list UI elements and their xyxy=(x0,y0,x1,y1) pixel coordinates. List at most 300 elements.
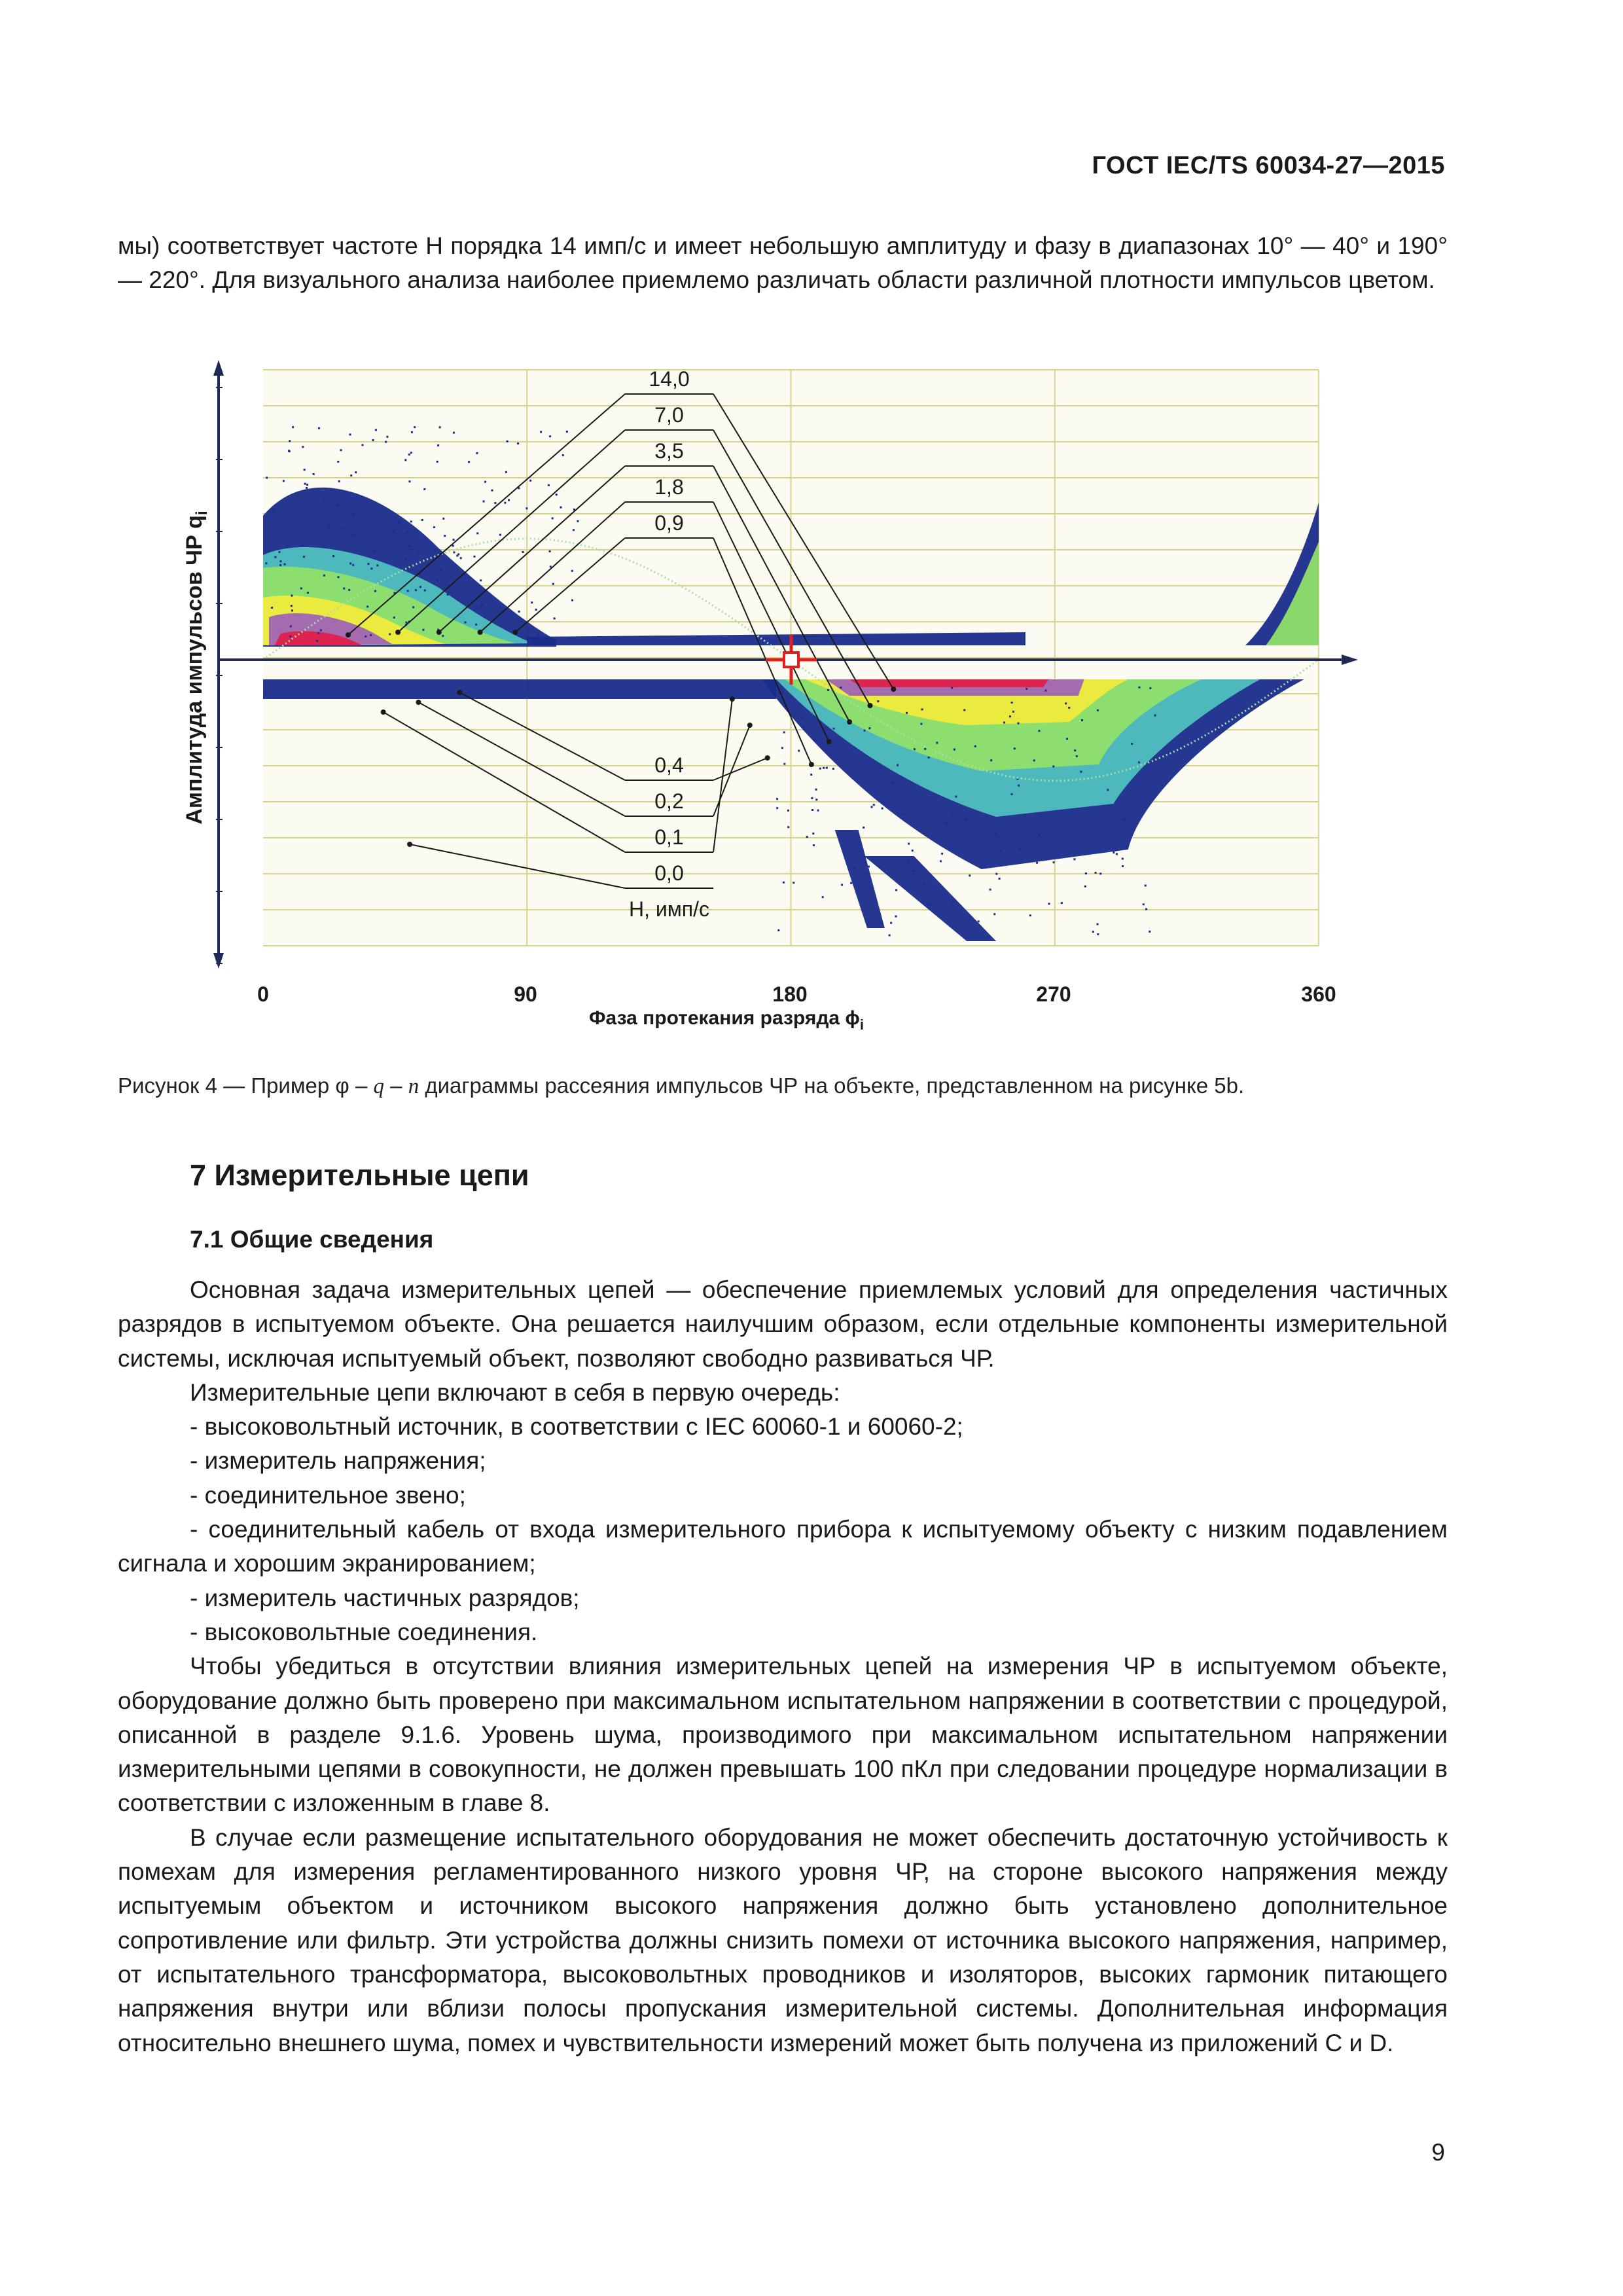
scatter-dot xyxy=(372,439,374,441)
scatter-dot xyxy=(889,934,891,936)
scatter-dot xyxy=(781,692,783,694)
scatter-dot xyxy=(1066,738,1068,740)
scatter-dot xyxy=(480,579,482,581)
scatter-dot xyxy=(526,507,527,509)
list-item: - соединительный кабель от входа измерительного прибора к испытуемому объекту с низким подавлением сигнала и хорошим экранированием; xyxy=(118,1516,1448,1577)
scatter-dot xyxy=(323,498,325,500)
scatter-dot xyxy=(1029,914,1031,916)
scatter-dot xyxy=(1000,850,1002,852)
scatter-dot xyxy=(868,727,870,729)
scatter-dot xyxy=(1012,711,1014,713)
scatter-dot xyxy=(812,833,814,834)
scatter-dot xyxy=(291,609,293,611)
scatter-dot xyxy=(389,633,391,635)
scatter-dot xyxy=(1045,859,1047,861)
scatter-dot xyxy=(1036,862,1038,864)
scatter-dot xyxy=(1145,885,1147,887)
list-item: - высоковольтный источник, в соответствии с IEC 60060-1 и 60060-2; xyxy=(190,1413,963,1441)
scatter-dot xyxy=(522,551,524,553)
scatter-dot xyxy=(355,471,357,473)
scatter-dot xyxy=(1061,902,1063,904)
scatter-dot xyxy=(1116,853,1118,855)
scatter-dot xyxy=(1074,749,1076,751)
scatter-dot xyxy=(1010,793,1012,795)
scatter-dot xyxy=(952,814,954,816)
scatter-dot xyxy=(822,896,824,898)
scatter-dot xyxy=(781,747,783,749)
scatter-dot xyxy=(442,635,444,637)
scatter-dot xyxy=(815,798,817,800)
x-tick-90: 90 xyxy=(514,982,537,1006)
list-item: - высоковольтные соединения. xyxy=(190,1618,538,1645)
scatter-dot xyxy=(370,634,372,636)
scatter-dot xyxy=(1048,903,1050,905)
scatter-dot xyxy=(452,545,454,547)
scatter-dot xyxy=(1038,834,1040,836)
scatter-dot xyxy=(895,916,897,918)
scatter-dot xyxy=(273,511,275,512)
scatter-dot xyxy=(353,535,355,537)
scatter-dot xyxy=(343,588,345,590)
scatter-dot xyxy=(810,774,812,776)
scatter-dot xyxy=(808,722,810,724)
scatter-dot xyxy=(955,796,957,798)
scatter-dot xyxy=(1149,931,1150,933)
scatter-dot xyxy=(951,687,953,689)
scatter-dot xyxy=(265,562,267,564)
scatter-dot xyxy=(901,813,903,815)
scatter-dot xyxy=(505,471,507,473)
scatter-dot xyxy=(460,557,462,559)
scatter-dot xyxy=(423,488,425,490)
leader-dot xyxy=(416,700,421,705)
scatter-dot xyxy=(1080,771,1082,773)
scatter-dot xyxy=(419,586,421,588)
scatter-dot xyxy=(776,798,778,800)
scatter-dot xyxy=(969,874,971,876)
paragraph: В случае если размещение испытательного оборудования не может обеспечить достаточную устойчивость к помехам для измерения регламентированного низкого уровня ЧР, на стороне высокого напряжения между испытуемым объектом и источником высокого напряжения должно быть установлено дополнительное сопротивление или фильтр. Эти устройства должны снизить помехи от источника высокого напряжения, например, от испытательного трансформатора, высоковольтных проводников и изоляторов, высоких гармоник питающего напряжения внутри или вблизи полосы пропускания измерительной системы. Дополнительная информация относительно внешнего шума, помех и чувствительности измерений может быть получена из приложений C и D. xyxy=(118,1823,1448,2056)
scatter-dot xyxy=(365,636,366,637)
scatter-dot xyxy=(1053,861,1055,863)
scatter-dot xyxy=(410,452,412,454)
scatter-dot xyxy=(853,867,855,869)
paragraph: Основная задача измерительных цепей — обеспечение приемлемых условий для определения частичных разрядов в испытуемом объекте. Она решается наилучшим образом, если отдельные компоненты измерительной системы, исключая испытуемый объект, позволяют свободно развиваться ЧР. xyxy=(118,1276,1448,1372)
density-label-top-1: 7,0 xyxy=(654,403,684,427)
scatter-dot xyxy=(840,687,842,689)
scatter-dot xyxy=(1033,759,1035,761)
scatter-dot xyxy=(425,544,427,546)
scatter-dot xyxy=(863,730,865,732)
scatter-dot xyxy=(803,726,805,728)
scatter-dot xyxy=(1131,743,1133,745)
scatter-dot xyxy=(342,528,344,529)
scatter-dot xyxy=(940,860,942,862)
scatter-dot xyxy=(491,490,493,492)
scatter-dot xyxy=(352,564,354,566)
scatter-dot xyxy=(439,426,441,428)
scatter-dot xyxy=(291,595,293,597)
scatter-dot xyxy=(1154,715,1156,717)
scatter-dot xyxy=(408,454,410,456)
scatter-dot xyxy=(995,833,997,834)
scatter-dot xyxy=(408,545,410,547)
scatter-dot xyxy=(266,476,268,478)
scatter-dot xyxy=(777,929,779,931)
scatter-dot xyxy=(912,870,914,872)
scatter-dot xyxy=(841,884,843,886)
scatter-dot xyxy=(1052,766,1054,768)
scatter-dot xyxy=(504,502,506,504)
scatter-dot xyxy=(288,450,290,452)
scatter-dot xyxy=(465,622,467,624)
scatter-dot xyxy=(566,431,568,433)
scatter-dot xyxy=(941,853,943,855)
scatter-dot xyxy=(549,435,551,437)
leader-dot xyxy=(395,630,401,635)
page-number: 9 xyxy=(1431,2139,1445,2166)
noise-band-negative xyxy=(263,679,776,699)
scatter-dot xyxy=(274,556,276,558)
scatter-dot xyxy=(374,550,376,552)
leader-dot xyxy=(437,630,442,635)
scatter-dot xyxy=(279,560,281,562)
scatter-dot xyxy=(1138,761,1140,763)
scatter-dot xyxy=(1123,818,1125,820)
y-axis-arrow-bottom xyxy=(213,953,224,969)
scatter-dot xyxy=(338,576,340,578)
scatter-dot xyxy=(873,804,875,806)
leader-dot xyxy=(891,687,896,692)
scatter-dot xyxy=(453,539,455,541)
density-label-top-0: 14,0 xyxy=(649,367,690,391)
scatter-dot xyxy=(484,481,486,483)
intro-paragraph: мы) соответствует частоте H порядка 14 имп/с и имеет небольшую амплитуду и фазу в диапазонах 10° — 40° и 190° — 220°. Для визуального анализа наиболее приемлемо различать области различной плотности импульсов цветом. xyxy=(118,232,1448,293)
density-label-bottom-2: 0,1 xyxy=(654,825,684,849)
scatter-dot xyxy=(421,519,423,521)
leader-dot xyxy=(809,762,814,767)
scatter-dot xyxy=(1009,715,1011,717)
scatter-dot xyxy=(927,903,929,905)
scatter-dot xyxy=(302,544,304,546)
scatter-dot xyxy=(813,739,815,741)
scatter-dot xyxy=(1143,903,1145,905)
scatter-dot xyxy=(1145,908,1147,910)
leader-dot xyxy=(765,755,770,761)
scatter-dot xyxy=(815,789,817,791)
scatter-dot xyxy=(1038,730,1040,732)
leader-dot xyxy=(512,630,518,635)
scatter-dot xyxy=(924,748,926,750)
scatter-dot xyxy=(375,429,377,431)
scatter-dot xyxy=(370,567,372,569)
scatter-dot xyxy=(1065,702,1067,704)
scatter-dot xyxy=(877,700,879,702)
scatter-dot xyxy=(303,556,305,558)
scatter-dot xyxy=(890,922,892,924)
scatter-dot xyxy=(990,889,991,891)
scatter-dot xyxy=(468,461,470,463)
leader-dot xyxy=(478,630,483,635)
scatter-dot xyxy=(476,607,478,609)
scatter-dot xyxy=(393,617,395,619)
scatter-dot xyxy=(930,810,932,812)
scatter-dot xyxy=(871,806,873,808)
scatter-dot xyxy=(411,431,413,433)
scatter-dot xyxy=(1113,852,1115,853)
scatter-dot xyxy=(868,922,870,924)
scatter-dot xyxy=(317,632,319,634)
scatter-dot xyxy=(1149,687,1151,689)
scatter-dot xyxy=(1026,688,1027,690)
paragraph: Измерительные цепи включают в себя в первую очередь: xyxy=(190,1378,840,1406)
scatter-dot xyxy=(352,514,354,516)
leader-dot xyxy=(730,696,735,702)
scatter-dot xyxy=(537,634,539,636)
scatter-dot xyxy=(289,636,291,637)
scatter-dot xyxy=(1011,702,1013,704)
scatter-dot xyxy=(483,501,485,503)
scatter-dot xyxy=(787,810,789,812)
leader-dot xyxy=(867,703,872,708)
scatter-dot xyxy=(507,440,508,442)
scatter-dot xyxy=(405,622,407,624)
scatter-dot xyxy=(549,550,551,552)
scatter-dot xyxy=(518,611,520,613)
scatter-dot xyxy=(476,532,478,534)
scatter-dot xyxy=(406,531,408,533)
scatter-dot xyxy=(921,708,923,710)
scatter-dot xyxy=(306,484,308,486)
scatter-dot xyxy=(783,763,785,765)
density-label-bottom-1: 0,2 xyxy=(654,789,684,813)
scatter-dot xyxy=(817,810,819,812)
scatter-dot xyxy=(571,600,573,601)
scatter-dot xyxy=(868,866,870,868)
scatter-dot xyxy=(393,530,395,532)
subsection-heading: 7.1 Общие сведения xyxy=(190,1226,434,1253)
y-axis-arrow-top xyxy=(213,360,224,376)
scatter-dot xyxy=(1018,785,1020,787)
section-heading: 7 Измерительные цепи xyxy=(190,1158,529,1192)
scatter-dot xyxy=(813,844,815,846)
list-item: - измеритель частичных разрядов; xyxy=(190,1584,580,1611)
scatter-dot xyxy=(1092,931,1094,933)
scatter-dot xyxy=(556,493,558,495)
y-axis-label: Амплитуда импульсов ЧР $q_i$ xyxy=(182,511,211,825)
scatter-dot xyxy=(302,446,304,448)
x-axis-label: Фаза протекания разряда $\phi_i$ xyxy=(588,1007,865,1033)
scatter-dot xyxy=(793,882,794,884)
document-code-header: ГОСТ IEC/TS 60034-27—2015 xyxy=(1092,152,1445,179)
scatter-dot xyxy=(1068,707,1070,709)
leader-dot xyxy=(407,842,412,847)
scatter-dot xyxy=(806,836,808,838)
list-item: - измеритель напряжения; xyxy=(190,1447,486,1475)
scatter-dot xyxy=(407,590,409,592)
scatter-dot xyxy=(908,843,910,845)
x-tick-0: 0 xyxy=(257,982,269,1006)
scatter-dot xyxy=(499,534,501,536)
paragraph: Чтобы убедиться в отсутствии влияния измерительных цепей на измерения ЧР в испытуемом объекте, оборудование должно быть проверено при максимальном испытательном напряжении в соответствии с процедурой, описанной в разделе 9.1.6. Уровень шума, производимого при максимальном испытательном напряжении измерительными цепями в совокупности, не должен превышать 100 пКл при следовании процедуре нормализации в соответствии с изложенным в главе 8. xyxy=(118,1653,1448,1817)
scatter-dot xyxy=(433,526,435,528)
scatter-dot xyxy=(437,444,439,446)
density-label-bottom-3: 0,0 xyxy=(654,861,684,885)
scatter-dot xyxy=(368,563,370,565)
scatter-dot xyxy=(990,759,992,761)
scatter-dot xyxy=(787,826,789,828)
scatter-dot xyxy=(552,517,554,519)
y-axis-label-subscript: i xyxy=(193,511,211,516)
leader-dot xyxy=(346,632,351,637)
scatter-dot xyxy=(540,431,542,433)
scatter-dot xyxy=(811,797,813,799)
scatter-dot xyxy=(1122,865,1124,867)
density-label-top-3: 1,8 xyxy=(654,475,684,499)
scatter-dot xyxy=(812,809,813,811)
scatter-dot xyxy=(548,484,550,486)
scatter-dot xyxy=(304,469,306,471)
scatter-dot xyxy=(529,480,531,482)
scatter-dot xyxy=(414,426,416,428)
scatter-dot xyxy=(337,461,339,463)
x-tick-360: 360 xyxy=(1301,982,1336,1006)
scatter-dot xyxy=(776,807,778,809)
density-unit-label: H, имп/с xyxy=(629,897,709,921)
x-tick-labels xyxy=(257,982,1336,1006)
scatter-dot xyxy=(531,601,533,603)
scatter-dot xyxy=(577,520,579,522)
scatter-dot xyxy=(963,709,965,711)
leader-dot xyxy=(827,739,832,744)
scatter-dot xyxy=(350,475,352,476)
scatter-dot xyxy=(562,454,564,456)
scatter-dot xyxy=(928,757,930,759)
scatter-dot xyxy=(1107,789,1109,791)
scatter-dot xyxy=(348,589,350,591)
scatter-dot xyxy=(819,768,821,770)
scatter-dot xyxy=(908,861,910,863)
scatter-dot xyxy=(433,549,435,551)
leader-dot xyxy=(457,690,462,695)
scatter-dot xyxy=(1019,849,1021,851)
scatter-dot xyxy=(404,533,406,535)
scatter-dot xyxy=(415,589,417,591)
scatter-dot xyxy=(279,564,281,566)
density-label-bottom-0: 0,4 xyxy=(654,753,684,777)
scatter-dot xyxy=(306,487,308,489)
density-label-top-4: 0,9 xyxy=(654,511,684,535)
scatter-dot xyxy=(444,535,446,537)
scatter-dot xyxy=(418,550,419,552)
scatter-dot xyxy=(920,723,922,725)
scatter-dot xyxy=(550,565,552,567)
scatter-dot xyxy=(284,564,286,565)
x-axis-label-subscript: i xyxy=(859,1016,865,1033)
scatter-dot xyxy=(945,823,947,825)
scatter-dot xyxy=(405,559,407,561)
scatter-dot xyxy=(552,583,554,585)
leader-dot xyxy=(381,709,386,715)
scatter-dot xyxy=(974,745,976,747)
scatter-dot xyxy=(453,432,455,434)
scatter-dot xyxy=(912,850,914,852)
scatter-dot xyxy=(424,589,426,591)
scatter-dot xyxy=(573,529,575,531)
leader-dot xyxy=(747,723,753,728)
scatter-dot xyxy=(1018,723,1020,725)
scatter-dot xyxy=(891,782,893,784)
scatter-dot xyxy=(437,580,438,582)
leader-dot xyxy=(847,719,852,725)
figure-caption: Рисунок 4 — Пример φ – q – n диаграммы рассеяния импульсов ЧР на объекте, представленном на рисунке 5b. xyxy=(118,1073,1245,1098)
scatter-dot xyxy=(422,629,424,631)
scatter-dot xyxy=(936,742,938,744)
scatter-dot xyxy=(399,521,401,523)
scatter-dot xyxy=(798,750,800,752)
scatter-dot xyxy=(832,768,834,770)
scatter-dot xyxy=(954,749,955,751)
scatter-dot xyxy=(475,624,477,626)
scatter-dot xyxy=(482,603,484,605)
x-tick-270: 270 xyxy=(1036,982,1071,1006)
scatter-dot xyxy=(827,689,829,691)
scatter-dot xyxy=(447,594,449,596)
scatter-dot xyxy=(554,617,556,619)
scatter-dot xyxy=(338,480,340,482)
scatter-dot xyxy=(895,889,897,891)
scatter-dot xyxy=(1122,858,1124,860)
scatter-dot xyxy=(1044,690,1046,692)
scatter-dot xyxy=(952,901,954,903)
scatter-dot xyxy=(783,731,785,733)
scatter-dot xyxy=(1097,923,1099,925)
scatter-dot xyxy=(313,473,315,475)
scatter-dot xyxy=(349,433,351,435)
scatter-dot xyxy=(560,507,562,509)
scatter-dot xyxy=(993,913,995,915)
scatter-dot xyxy=(300,587,302,589)
scatter-dot xyxy=(386,436,388,438)
scatter-dot xyxy=(517,442,519,444)
scatter-dot xyxy=(897,764,899,766)
scatter-dot xyxy=(340,449,342,451)
scatter-dot xyxy=(291,605,293,607)
scatter-dot xyxy=(320,629,322,631)
scatter-dot xyxy=(283,480,285,482)
scatter-dot xyxy=(332,555,334,557)
scatter-dot xyxy=(474,556,476,558)
x-tick-180: 180 xyxy=(772,982,808,1006)
scatter-dot xyxy=(385,441,387,443)
scatter-dot xyxy=(412,606,414,608)
scatter-dot xyxy=(922,882,924,884)
scatter-dot xyxy=(374,590,376,592)
scatter-dot xyxy=(965,818,967,820)
figure-4-scatter-diagram xyxy=(118,340,1466,1060)
scatter-dot xyxy=(404,459,406,461)
scatter-dot xyxy=(307,592,309,594)
scatter-dot xyxy=(408,480,410,482)
scatter-dot xyxy=(304,483,306,485)
scatter-dot xyxy=(882,808,883,810)
scatter-dot xyxy=(318,427,320,429)
scatter-dot xyxy=(366,605,368,607)
scatter-dot xyxy=(1076,755,1078,757)
scatter-dot xyxy=(1099,872,1101,874)
scatter-dot xyxy=(863,827,865,829)
scatter-dot xyxy=(290,625,292,627)
scatter-dot xyxy=(1085,872,1087,874)
